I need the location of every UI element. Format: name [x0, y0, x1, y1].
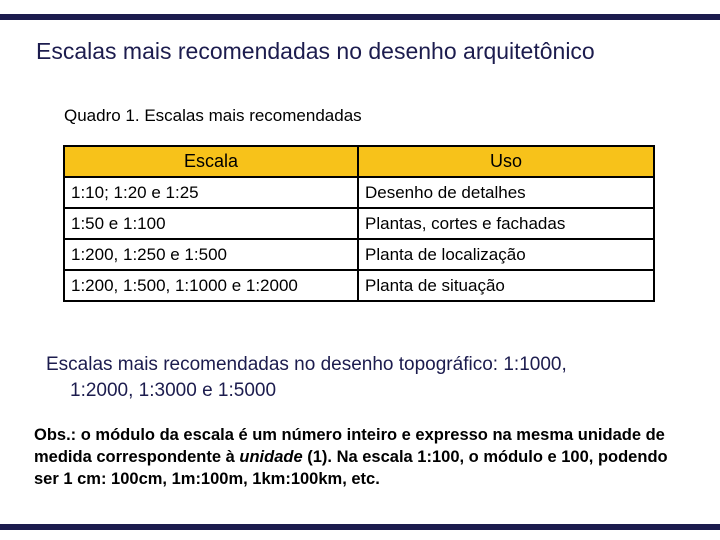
- scale-cell: 1:200, 1:500, 1:1000 e 1:2000: [64, 270, 358, 301]
- table-row: [64, 177, 654, 208]
- scale-cell: 1:50 e 1:100: [64, 208, 358, 239]
- use-cell: Planta de localização: [358, 239, 654, 270]
- note-suffix: (1). Na escala 1:100, o módulo e 100, podendo ser 1 cm: 100cm, 1m:100m, 1km:100km, etc.: [34, 448, 668, 488]
- header-escala: Escala: [64, 146, 358, 177]
- topographic-scales-text: [46, 352, 567, 404]
- header-uso: Uso: [358, 146, 654, 177]
- topographic-label: Escalas mais recomendadas no desenho topográfico:: [46, 354, 499, 375]
- bottom-accent-bar: [0, 524, 720, 530]
- note-emphasis: unidade: [239, 448, 303, 466]
- scale-cell: 1:200, 1:250 e 1:500: [64, 239, 358, 270]
- table-row: [64, 208, 654, 239]
- topographic-values-line2: 1:2000, 1:3000 e 1:5000: [70, 380, 277, 401]
- topographic-values-line1: 1:1000,: [503, 354, 567, 375]
- observation-note: [34, 424, 694, 490]
- scales-table: [63, 145, 655, 302]
- use-cell: Planta de situação: [358, 270, 654, 301]
- table-caption: Quadro 1. Escalas mais recomendadas: [64, 106, 362, 125]
- note-prefix: Obs.: o módulo da escala é um número inteiro e expresso na mesma unidade de medida correspondente à: [34, 426, 665, 466]
- table-row: [64, 270, 654, 301]
- page-title: Escalas mais recomendadas no desenho arquitetônico: [36, 38, 595, 64]
- use-cell: Plantas, cortes e fachadas: [358, 208, 654, 239]
- table-row: [64, 239, 654, 270]
- table-header-row: [64, 146, 654, 177]
- use-cell: Desenho de detalhes: [358, 177, 654, 208]
- top-accent-bar: [0, 14, 720, 20]
- scale-cell: 1:10; 1:20 e 1:25: [64, 177, 358, 208]
